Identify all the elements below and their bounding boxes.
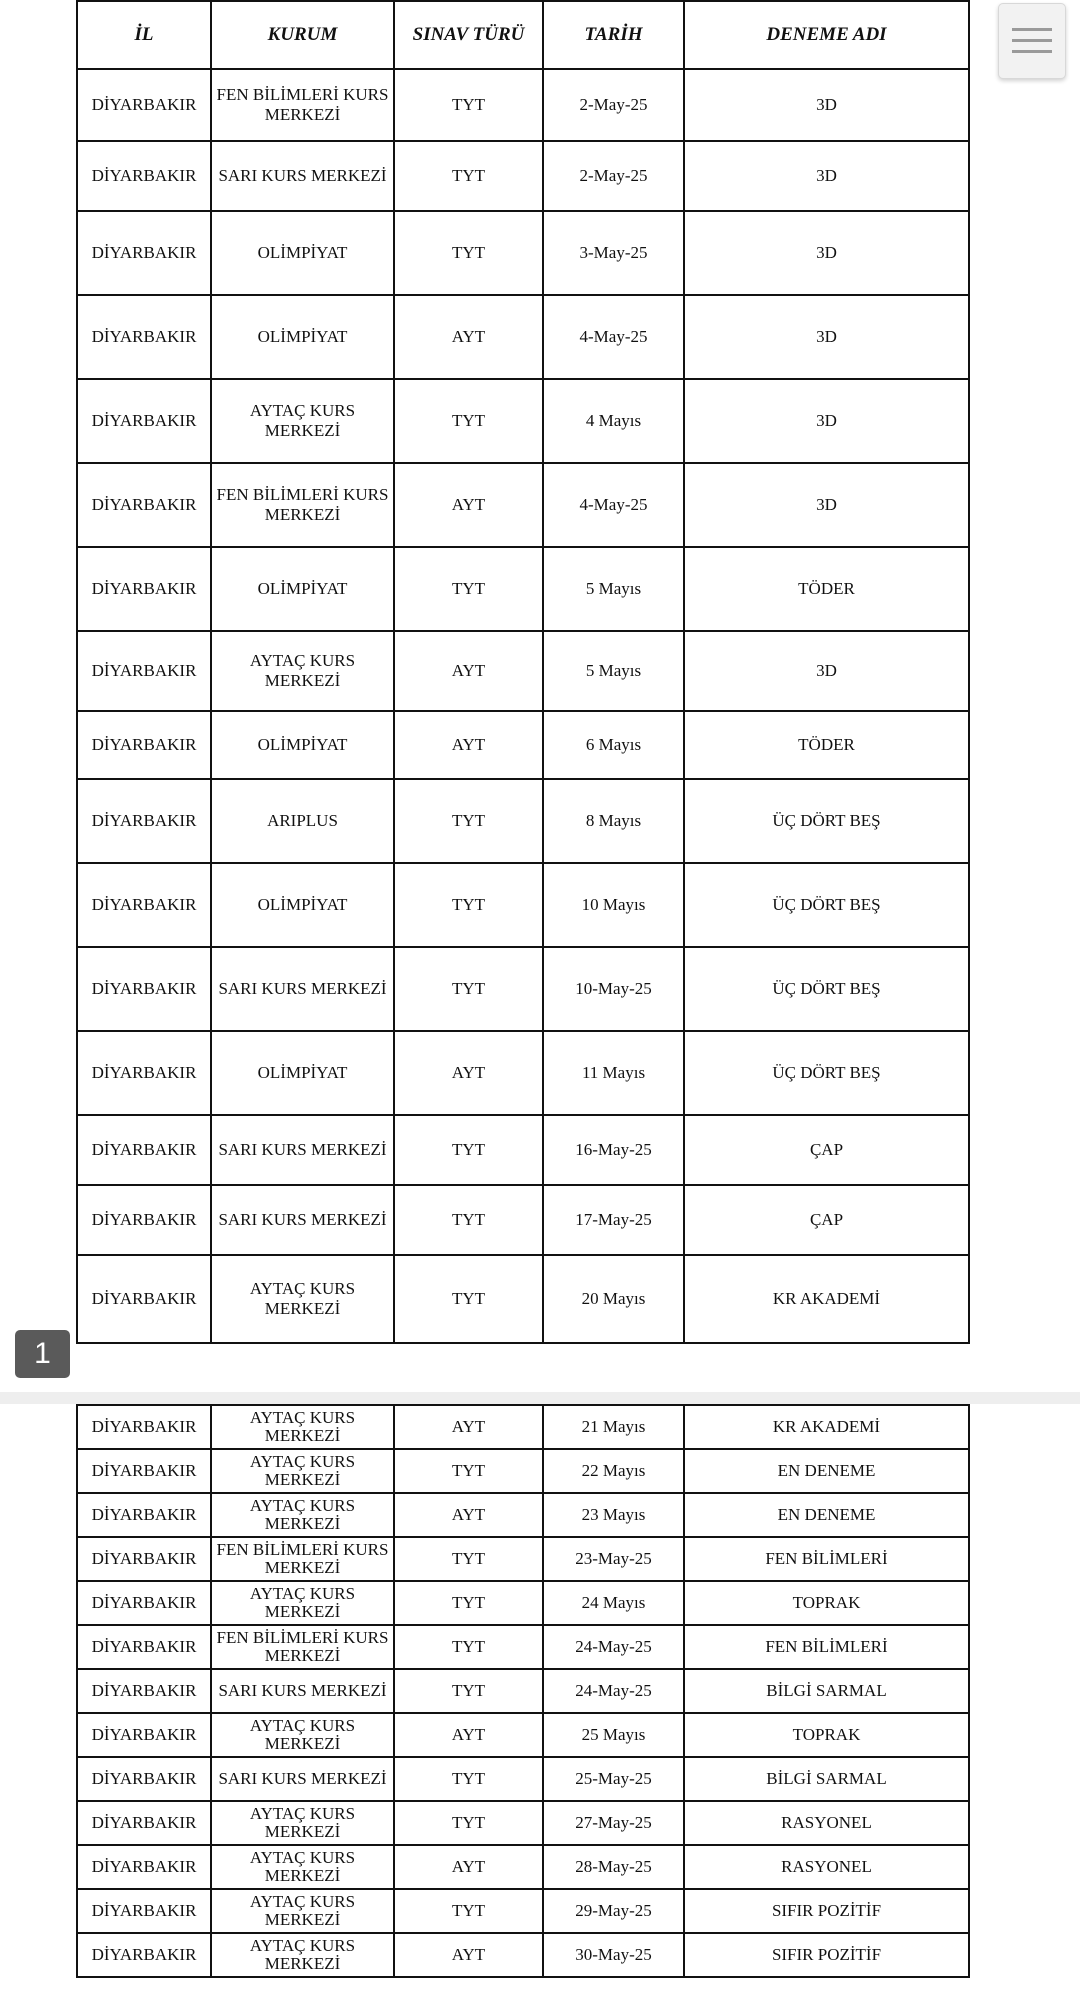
cell-il: DİYARBAKIR	[77, 1625, 211, 1669]
cell-il: DİYARBAKIR	[77, 1713, 211, 1757]
cell-il: DİYARBAKIR	[77, 947, 211, 1031]
cell-sinav-turu: AYT	[394, 463, 543, 547]
cell-kurum: SARI KURS MERKEZİ	[211, 1757, 394, 1801]
cell-il: DİYARBAKIR	[77, 1449, 211, 1493]
cell-tarih: 24-May-25	[543, 1669, 684, 1713]
cell-deneme-adi: 3D	[684, 295, 969, 379]
cell-kurum: SARI KURS MERKEZİ	[211, 141, 394, 211]
cell-deneme-adi: 3D	[684, 69, 969, 141]
cell-tarih: 17-May-25	[543, 1185, 684, 1255]
table-row	[77, 1801, 969, 1845]
cell-il: DİYARBAKIR	[77, 1255, 211, 1343]
cell-sinav-turu: TYT	[394, 69, 543, 141]
cell-sinav-turu: AYT	[394, 295, 543, 379]
table-header-row	[77, 1, 969, 69]
header-tarih: TARİH	[543, 1, 684, 69]
cell-il: DİYARBAKIR	[77, 1405, 211, 1449]
cell-deneme-adi: KR AKADEMİ	[684, 1255, 969, 1343]
table-row	[77, 1255, 969, 1343]
cell-deneme-adi: ÇAP	[684, 1185, 969, 1255]
cell-sinav-turu: TYT	[394, 1255, 543, 1343]
cell-kurum: AYTAÇ KURS MERKEZİ	[211, 1801, 394, 1845]
cell-deneme-adi: KR AKADEMİ	[684, 1405, 969, 1449]
cell-deneme-adi: SIFIR POZİTİF	[684, 1933, 969, 1977]
cell-sinav-turu: TYT	[394, 1801, 543, 1845]
table-row	[77, 547, 969, 631]
cell-tarih: 27-May-25	[543, 1801, 684, 1845]
cell-il: DİYARBAKIR	[77, 1757, 211, 1801]
table-row	[77, 1449, 969, 1493]
header-kurum: KURUM	[211, 1, 394, 69]
table-row	[77, 779, 969, 863]
cell-kurum: AYTAÇ KURS MERKEZİ	[211, 1405, 394, 1449]
cell-il: DİYARBAKIR	[77, 1581, 211, 1625]
cell-kurum: AYTAÇ KURS MERKEZİ	[211, 379, 394, 463]
cell-kurum: AYTAÇ KURS MERKEZİ	[211, 1713, 394, 1757]
cell-il: DİYARBAKIR	[77, 1031, 211, 1115]
cell-il: DİYARBAKIR	[77, 1933, 211, 1977]
table-row	[77, 211, 969, 295]
cell-tarih: 20 Mayıs	[543, 1255, 684, 1343]
cell-deneme-adi: EN DENEME	[684, 1449, 969, 1493]
cell-sinav-turu: AYT	[394, 711, 543, 779]
cell-tarih: 5 Mayıs	[543, 547, 684, 631]
table-row	[77, 1031, 969, 1115]
cell-tarih: 29-May-25	[543, 1889, 684, 1933]
cell-il: DİYARBAKIR	[77, 295, 211, 379]
cell-tarih: 6 Mayıs	[543, 711, 684, 779]
menu-button[interactable]	[998, 3, 1066, 79]
cell-tarih: 23 Mayıs	[543, 1493, 684, 1537]
table-row	[77, 463, 969, 547]
cell-il: DİYARBAKIR	[77, 141, 211, 211]
cell-il: DİYARBAKIR	[77, 1185, 211, 1255]
cell-tarih: 11 Mayıs	[543, 1031, 684, 1115]
cell-il: DİYARBAKIR	[77, 1889, 211, 1933]
cell-deneme-adi: ÜÇ DÖRT BEŞ	[684, 1031, 969, 1115]
cell-sinav-turu: TYT	[394, 379, 543, 463]
table-row	[77, 947, 969, 1031]
cell-il: DİYARBAKIR	[77, 69, 211, 141]
cell-tarih: 5 Mayıs	[543, 631, 684, 711]
cell-kurum: OLİMPİYAT	[211, 1031, 394, 1115]
cell-tarih: 28-May-25	[543, 1845, 684, 1889]
table-row	[77, 863, 969, 947]
cell-sinav-turu: TYT	[394, 1889, 543, 1933]
cell-tarih: 8 Mayıs	[543, 779, 684, 863]
table-body-page-2	[77, 1405, 969, 1977]
cell-tarih: 21 Mayıs	[543, 1405, 684, 1449]
table-row	[77, 1581, 969, 1625]
cell-deneme-adi: TOPRAK	[684, 1713, 969, 1757]
cell-il: DİYARBAKIR	[77, 1669, 211, 1713]
cell-kurum: SARI KURS MERKEZİ	[211, 947, 394, 1031]
hamburger-menu-icon	[1012, 26, 1052, 56]
cell-kurum: SARI KURS MERKEZİ	[211, 1115, 394, 1185]
cell-il: DİYARBAKIR	[77, 863, 211, 947]
table-row	[77, 1625, 969, 1669]
cell-il: DİYARBAKIR	[77, 1493, 211, 1537]
cell-kurum: OLİMPİYAT	[211, 863, 394, 947]
cell-tarih: 24-May-25	[543, 1625, 684, 1669]
header-deneme-adi: DENEME ADI	[684, 1, 969, 69]
cell-il: DİYARBAKIR	[77, 379, 211, 463]
cell-deneme-adi: 3D	[684, 631, 969, 711]
cell-il: DİYARBAKIR	[77, 631, 211, 711]
cell-sinav-turu: TYT	[394, 1669, 543, 1713]
cell-deneme-adi: RASYONEL	[684, 1801, 969, 1845]
cell-kurum: FEN BİLİMLERİ KURS MERKEZİ	[211, 1625, 394, 1669]
page-separator	[0, 1392, 1080, 1404]
cell-kurum: SARI KURS MERKEZİ	[211, 1669, 394, 1713]
table-row	[77, 379, 969, 463]
cell-deneme-adi: ÜÇ DÖRT BEŞ	[684, 779, 969, 863]
cell-il: DİYARBAKIR	[77, 1801, 211, 1845]
cell-deneme-adi: SIFIR POZİTİF	[684, 1889, 969, 1933]
cell-sinav-turu: TYT	[394, 211, 543, 295]
cell-il: DİYARBAKIR	[77, 1845, 211, 1889]
cell-tarih: 10 Mayıs	[543, 863, 684, 947]
table-row	[77, 711, 969, 779]
cell-deneme-adi: ÜÇ DÖRT BEŞ	[684, 863, 969, 947]
cell-sinav-turu: AYT	[394, 1031, 543, 1115]
cell-deneme-adi: ÇAP	[684, 1115, 969, 1185]
cell-kurum: FEN BİLİMLERİ KURS MERKEZİ	[211, 69, 394, 141]
cell-sinav-turu: TYT	[394, 141, 543, 211]
table-row	[77, 1757, 969, 1801]
cell-deneme-adi: TÖDER	[684, 711, 969, 779]
cell-kurum: AYTAÇ KURS MERKEZİ	[211, 1493, 394, 1537]
cell-sinav-turu: TYT	[394, 863, 543, 947]
cell-kurum: AYTAÇ KURS MERKEZİ	[211, 1581, 394, 1625]
cell-sinav-turu: TYT	[394, 1757, 543, 1801]
table-row	[77, 69, 969, 141]
cell-sinav-turu: TYT	[394, 1449, 543, 1493]
table-row	[77, 1115, 969, 1185]
cell-sinav-turu: TYT	[394, 1537, 543, 1581]
cell-deneme-adi: FEN BİLİMLERİ	[684, 1537, 969, 1581]
cell-kurum: OLİMPİYAT	[211, 547, 394, 631]
table-row	[77, 1185, 969, 1255]
cell-il: DİYARBAKIR	[77, 711, 211, 779]
table-row	[77, 631, 969, 711]
cell-tarih: 2-May-25	[543, 69, 684, 141]
table-row	[77, 1845, 969, 1889]
cell-kurum: OLİMPİYAT	[211, 711, 394, 779]
cell-sinav-turu: AYT	[394, 631, 543, 711]
cell-deneme-adi: BİLGİ SARMAL	[684, 1757, 969, 1801]
cell-tarih: 24 Mayıs	[543, 1581, 684, 1625]
table-row	[77, 1889, 969, 1933]
cell-kurum: OLİMPİYAT	[211, 295, 394, 379]
cell-kurum: AYTAÇ KURS MERKEZİ	[211, 1255, 394, 1343]
cell-deneme-adi: TÖDER	[684, 547, 969, 631]
cell-kurum: FEN BİLİMLERİ KURS MERKEZİ	[211, 463, 394, 547]
cell-kurum: OLİMPİYAT	[211, 211, 394, 295]
cell-deneme-adi: 3D	[684, 141, 969, 211]
cell-tarih: 2-May-25	[543, 141, 684, 211]
cell-sinav-turu: AYT	[394, 1933, 543, 1977]
cell-kurum: FEN BİLİMLERİ KURS MERKEZİ	[211, 1537, 394, 1581]
cell-sinav-turu: TYT	[394, 779, 543, 863]
cell-sinav-turu: TYT	[394, 1625, 543, 1669]
cell-deneme-adi: 3D	[684, 463, 969, 547]
cell-kurum: AYTAÇ KURS MERKEZİ	[211, 1449, 394, 1493]
cell-deneme-adi: BİLGİ SARMAL	[684, 1669, 969, 1713]
cell-sinav-turu: TYT	[394, 1115, 543, 1185]
cell-sinav-turu: AYT	[394, 1713, 543, 1757]
cell-deneme-adi: 3D	[684, 211, 969, 295]
cell-sinav-turu: AYT	[394, 1845, 543, 1889]
cell-kurum: SARI KURS MERKEZİ	[211, 1185, 394, 1255]
cell-kurum: AYTAÇ KURS MERKEZİ	[211, 1845, 394, 1889]
header-il: İL	[77, 1, 211, 69]
cell-tarih: 4-May-25	[543, 463, 684, 547]
cell-tarih: 25-May-25	[543, 1757, 684, 1801]
header-sinav-turu: SINAV TÜRÜ	[394, 1, 543, 69]
cell-deneme-adi: 3D	[684, 379, 969, 463]
table-body-page-1	[77, 69, 969, 1343]
table-row	[77, 141, 969, 211]
cell-tarih: 4 Mayıs	[543, 379, 684, 463]
cell-tarih: 25 Mayıs	[543, 1713, 684, 1757]
cell-il: DİYARBAKIR	[77, 1115, 211, 1185]
cell-deneme-adi: RASYONEL	[684, 1845, 969, 1889]
cell-deneme-adi: EN DENEME	[684, 1493, 969, 1537]
cell-kurum: AYTAÇ KURS MERKEZİ	[211, 1933, 394, 1977]
table-row	[77, 1493, 969, 1537]
cell-il: DİYARBAKIR	[77, 463, 211, 547]
cell-tarih: 23-May-25	[543, 1537, 684, 1581]
cell-sinav-turu: TYT	[394, 947, 543, 1031]
cell-sinav-turu: AYT	[394, 1493, 543, 1537]
table-row	[77, 1537, 969, 1581]
table-row	[77, 1933, 969, 1977]
cell-kurum: AYTAÇ KURS MERKEZİ	[211, 631, 394, 711]
cell-sinav-turu: AYT	[394, 1405, 543, 1449]
exam-schedule-table-page-1	[76, 0, 970, 1344]
cell-kurum: ARIPLUS	[211, 779, 394, 863]
cell-tarih: 4-May-25	[543, 295, 684, 379]
cell-tarih: 22 Mayıs	[543, 1449, 684, 1493]
cell-il: DİYARBAKIR	[77, 211, 211, 295]
cell-sinav-turu: TYT	[394, 1185, 543, 1255]
exam-schedule-table-page-2	[76, 1404, 970, 1978]
cell-deneme-adi: FEN BİLİMLERİ	[684, 1625, 969, 1669]
cell-il: DİYARBAKIR	[77, 779, 211, 863]
table-row	[77, 1713, 969, 1757]
table-row	[77, 1669, 969, 1713]
cell-deneme-adi: TOPRAK	[684, 1581, 969, 1625]
table-row	[77, 1405, 969, 1449]
cell-tarih: 16-May-25	[543, 1115, 684, 1185]
table-row	[77, 295, 969, 379]
cell-kurum: AYTAÇ KURS MERKEZİ	[211, 1889, 394, 1933]
cell-sinav-turu: TYT	[394, 547, 543, 631]
cell-tarih: 10-May-25	[543, 947, 684, 1031]
cell-tarih: 30-May-25	[543, 1933, 684, 1977]
cell-il: DİYARBAKIR	[77, 1537, 211, 1581]
cell-tarih: 3-May-25	[543, 211, 684, 295]
page-number-badge: 1	[15, 1330, 70, 1378]
cell-deneme-adi: ÜÇ DÖRT BEŞ	[684, 947, 969, 1031]
cell-sinav-turu: TYT	[394, 1581, 543, 1625]
cell-il: DİYARBAKIR	[77, 547, 211, 631]
